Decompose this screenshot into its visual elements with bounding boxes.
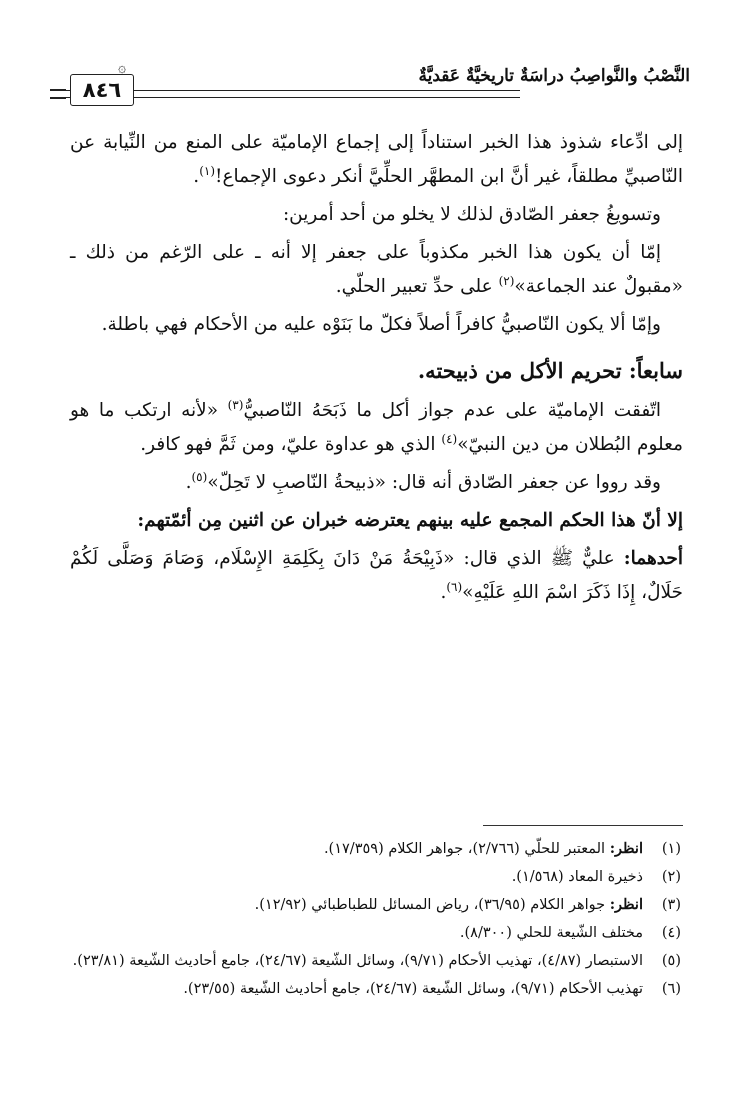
main-text xyxy=(70,126,683,614)
ornament-icon: ۞ xyxy=(118,61,127,76)
footnote-ref-1: (١) xyxy=(199,163,216,178)
footnote-ref-4: (٤) xyxy=(441,431,458,446)
paragraph-3: إمّا أن يكون هذا الخبر مكذوباً على جعفر إلا أنه ـ على الرّغم من ذلك ـ «مقبولٌ عند الجماعة»$^{(٢)}$ على حدِّ تعبير الحلّي. xyxy=(70,242,683,297)
footnote-ref-6: (٦) xyxy=(446,579,463,594)
paragraph-7: إلا أنّ هذا الحكم المجمع عليه بينهم يعترضه خبران عن اثنين مِن أئمّتهم: xyxy=(137,510,683,531)
footnote: (٤) مختلف الشّيعة للحلي (٨/٣٠٠). xyxy=(459,925,681,941)
page-header xyxy=(50,62,690,108)
footnote-ref-2: (٢) xyxy=(498,273,515,288)
paragraph-1: إلى ادِّعاء شذوذ هذا الخبر استناداً إلى إجماع الإماميّة على المنع من النِّيابة عن النّاصبيِّ مطلقاً، غير أنَّ ابن المطهَّر الحلِّيَّ أنكر دعوى الإجماع!$^{(١)}$. xyxy=(70,132,683,187)
paragraph-8: أحدهما: عليٌّ ﷺ الذي قال: «ذَبِيْحَةُ مَنْ دَانَ بِكَلِمَةِ الإِسْلَام، وَصَامَ وَصَلَّى لَكُمْ حَلَالٌ، إِذَا ذَكَرَ اسْمَ اللهِ عَلَيْهِ»$^{(٦)}$. xyxy=(70,548,683,603)
footnote: (٥) الاستبصار (٤/٨٧)، تهذيب الأحكام (٩/٧١)، وسائل الشّيعة (٢٤/٦٧)، جامع أحاديث الشّيعة (٢٣/٨١). xyxy=(72,953,681,969)
paragraph-5: اتّفقت الإماميّة على عدم جواز أكل ما ذَبَحَهُ النّاصبيُّ$^{(٣)}$ «لأنه ارتكب ما هو معلوم البُطلان من دين النبيّ»$^{(٤)}$ الذي هو عداوة عليّ، ومن ثَمَّ فهو كافر. xyxy=(70,397,683,455)
footnote-ref-5: (٥) xyxy=(191,469,208,484)
footnote: (٦) تهذيب الأحكام (٩/٧١)، وسائل الشّيعة (٢٤/٦٧)، جامع أحاديث الشّيعة (٢٣/٥٥). xyxy=(183,981,681,997)
running-title: النَّصْبُ والنَّواصِبُ دراسَةٌ تاريخيَّةٌ عَقديَّةٌ xyxy=(418,66,690,86)
paragraph-4: وإمّا ألا يكون النّاصبيُّ كافراً أصلاً فكلّ ما بَنَوْه عليه من الأحكام فهي باطلة. xyxy=(101,314,661,335)
footnote-separator xyxy=(483,825,683,826)
paragraph-6: وقد رووا عن جعفر الصّادق أنه قال: «ذبيحةُ النّاصبِ لا تَحِلّ»$^{(٥)}$. xyxy=(185,469,661,493)
footnotes xyxy=(70,836,681,1004)
section-heading: سابعاً: تحريم الأكل من ذبيحته. xyxy=(417,358,683,383)
footnote-ref-3: (٣) xyxy=(227,397,244,412)
page-number: ٨٤٦ xyxy=(70,74,134,106)
paragraph-2: وتسويغُ جعفر الصّادق لذلك لا يخلو من أحد أمرين: xyxy=(282,204,661,225)
footnote: (١) انظر: المعتبر للحلّي (٢/٧٦٦)، جواهر الكلام (١٧/٣٥٩). xyxy=(323,840,681,857)
header-end-mark xyxy=(50,89,66,99)
footnote: (٢) ذخيرة المعاد (١/٥٦٨). xyxy=(511,869,681,885)
footnote: (٣) انظر: جواهر الكلام (٣٦/٩٥)، رياض المسائل للطباطبائي (١٢/٩٢). xyxy=(254,896,681,913)
